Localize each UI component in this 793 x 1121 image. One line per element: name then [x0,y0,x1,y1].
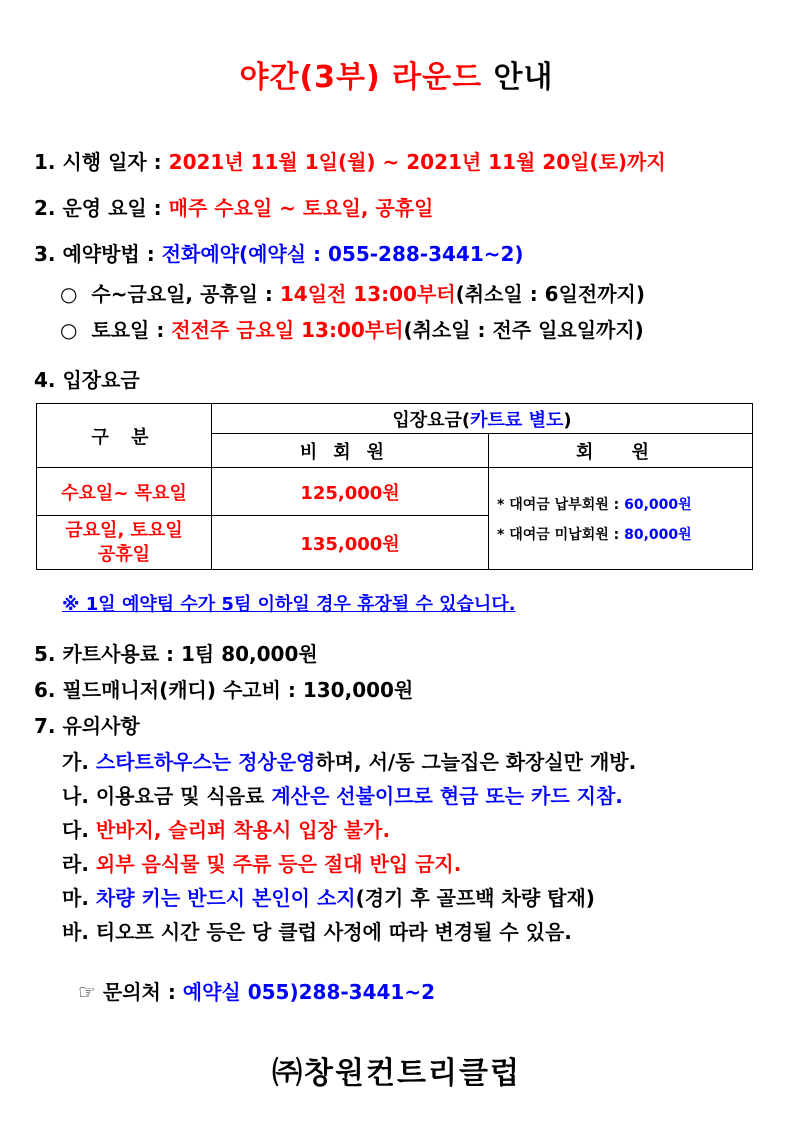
item-caddie-fee: 6. 필드매니저(캐디) 수고비 : 130,000원 [34,678,414,702]
fee-member-notes [489,468,753,570]
item-schedule-label: 1. 시행 일자 : [34,150,169,174]
note-da [62,814,390,843]
item-cart-fee: 5. 카트사용료 : 1팀 80,000원 [34,642,318,666]
fee-header-suffix: ) [563,409,572,431]
fee-row-day: 금요일, 토요일 공휴일 [37,516,212,570]
note-ma [62,882,595,911]
reservation-weekday-value: 14일전 13:00부터 [279,282,456,306]
reservation-saturday-label: 토요일 : [91,318,172,342]
item-days [34,192,433,221]
bullet-icon: ○ [60,318,78,342]
member-note-label: * 대여금 미납회원 : [497,526,625,543]
fee-row-nonmember: 125,000원 [212,468,489,516]
reservation-weekday-cancel: (취소일 : 6일전까지) [455,282,645,306]
item-notes-heading: 7. 유의사항 [34,714,140,738]
item-fee-heading: 4. 입장요금 [34,368,140,392]
page-title [0,52,793,96]
fee-table [36,403,753,570]
club-name-footer: ㈜창원컨트리클럽 [272,1056,521,1091]
note-ga [62,746,636,775]
item-reservation-value: 전화예약(예약실 : 055-288-3441~2) [161,242,524,266]
note-mark: 다. [62,818,96,842]
contact-label: 문의처 : [95,980,183,1004]
member-note-value: 80,000원 [624,526,692,543]
fee-row-day: 수요일~ 목요일 [37,468,212,516]
title-black-part: 안내 [482,60,554,95]
note-mark: 나. [62,784,96,808]
note-mark: 바. [62,920,96,944]
reservation-saturday [60,314,644,343]
note-highlight: 스타트하우스는 정상운영 [95,750,316,774]
closure-notice: ※ 1일 예약팀 수가 5팀 이하일 경우 휴장될 수 있습니다. [62,594,516,615]
note-na [62,780,623,809]
item-reservation-label: 3. 예약방법 : [34,242,162,266]
item-schedule-value: 2021년 11월 1일(월) ~ 2021년 11월 20일(토)까지 [168,150,666,174]
reservation-weekday-label: 수~금요일, 공휴일 : [91,282,280,306]
item-schedule [34,146,666,175]
item-days-value: 매주 수요일 ~ 토요일, 공휴일 [168,196,434,220]
fee-row-nonmember: 135,000원 [212,516,489,570]
item-days-label: 2. 운영 요일 : [34,196,169,220]
note-ra [62,848,461,877]
fee-col-member: 회 원 [489,434,753,468]
note-highlight: 계산은 선불이므로 현금 또는 카드 지참. [271,784,623,808]
fee-header-prefix: 입장요금( [392,409,471,431]
member-note [497,494,752,514]
fee-header-cart-note: 카트료 별도 [470,409,564,431]
note-mark: 마. [62,886,96,910]
pointing-hand-icon: ☞ [78,980,96,1004]
bullet-icon: ○ [60,282,78,306]
member-note [497,524,752,544]
note-text: 이용요금 및 식음료 [95,784,272,808]
fee-header-title [212,404,753,434]
member-note-value: 60,000원 [624,496,692,513]
fee-col-nonmember: 비회원 [212,434,489,468]
note-text: (경기 후 골프백 차량 탑재) [355,886,595,910]
member-note-label: * 대여금 납부회원 : [497,496,625,513]
note-highlight: 차량 키는 반드시 본인이 소지 [95,886,356,910]
note-warning: 외부 음식물 및 주류 등은 절대 반입 금지. [95,852,462,876]
contact-phone: 예약실 055)288-3441~2 [182,980,435,1004]
reservation-saturday-value: 전전주 금요일 13:00부터 [171,318,404,342]
contact-line [78,976,435,1005]
note-text: 하며, 서/동 그늘집은 화장실만 개방. [315,750,637,774]
title-red-part: 야간(3부) 라운드 [239,60,483,95]
note-mark: 라. [62,852,96,876]
reservation-saturday-cancel: (취소일 : 전주 일요일까지) [403,318,644,342]
reservation-weekday [60,278,645,307]
note-mark: 가. [62,750,96,774]
note-warning: 반바지, 슬리퍼 착용시 입장 불가. [95,818,391,842]
item-reservation [34,238,524,267]
note-text: 티오프 시간 등은 당 클럽 사정에 따라 변경될 수 있음. [95,920,572,944]
fee-header-category: 구 분 [37,404,212,468]
note-ba [62,916,572,945]
